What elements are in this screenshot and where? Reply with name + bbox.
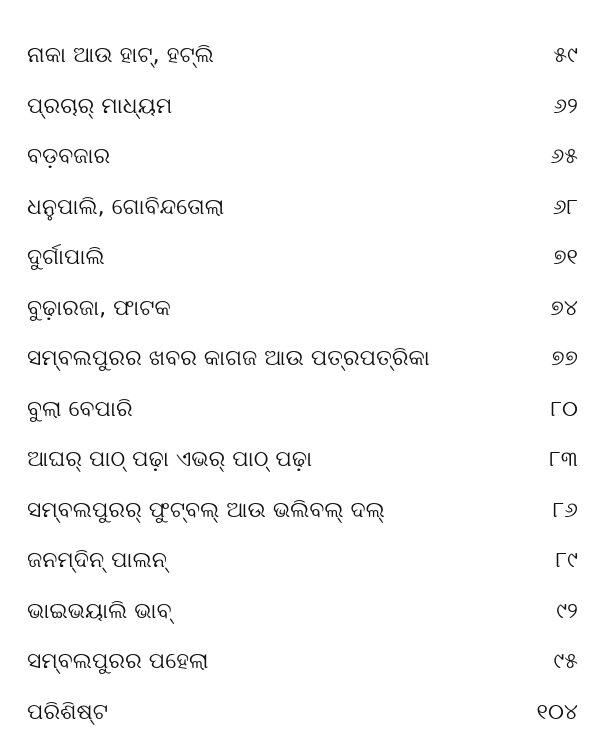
toc-entry[interactable] <box>0 536 600 586</box>
toc-entry[interactable] <box>0 82 600 132</box>
toc-entry-page-number: ୭୧ <box>553 245 578 270</box>
toc-entry-title: ଜନମ୍‌ଦିନ୍ ପାଲନ୍ <box>27 548 167 573</box>
toc-entry-page-number: ୮୦ <box>550 397 578 422</box>
toc-entry-page-number: ୫୯ <box>553 43 578 68</box>
toc-entry-page-number: ୭୭ <box>551 346 578 371</box>
toc-entry-title: ଦୁର୍ଗାପାଲି <box>27 245 105 270</box>
toc-entry-page-number: ୬୫ <box>550 144 578 169</box>
toc-entry[interactable] <box>0 334 600 384</box>
toc-entry-title: ବଡ଼ବଜାର <box>27 144 111 169</box>
toc-entry-title: ଭାଇଭୟାଲି ଭାବ୍ <box>27 599 172 624</box>
toc-entry-page-number: ୮୩ <box>549 447 578 472</box>
toc-entry[interactable] <box>0 284 600 334</box>
toc-entry-page-number: ୮୯ <box>555 548 578 573</box>
toc-entry[interactable] <box>0 435 600 485</box>
toc-entry[interactable] <box>0 385 600 435</box>
toc-entry[interactable] <box>0 233 600 283</box>
toc-entry-title: ପ୍ରଚାର୍ ମାଧ୍ୟମ <box>27 94 173 119</box>
toc-entry-title: ଆଘର୍ ପାଠ୍ ପଢ଼ା ଏଭର୍ ପାଠ୍ ପଢ଼ା <box>27 447 313 472</box>
toc-entry[interactable] <box>0 587 600 637</box>
toc-entry[interactable] <box>0 31 600 81</box>
toc-entry-title: ଧନୁପାଲି, ଗୋବିନ୍ଦତୋଲା <box>27 195 225 220</box>
toc-entry-title: ସମ୍ବଲପୁରର ଖବର କାଗଜ ଆଉ ପତ୍ରପତ୍ରିକା <box>27 346 430 371</box>
toc-entry-page-number: ୭୪ <box>550 296 578 321</box>
toc-entry-title: ବୁଢ଼ାରଜା, ଫାଟକ <box>27 296 171 321</box>
toc-entry-title: ସମ୍ବଲପୁରର୍ ଫୁଟ୍‌ବଲ୍ ଆଉ ଭଲିବଲ୍ ଦଲ୍ <box>27 498 385 523</box>
toc-entry-title: ବୁଲା ବେପାରି <box>27 397 133 422</box>
toc-entry[interactable] <box>0 183 600 233</box>
toc-entry-title: ସମ୍ବଲପୁରର ପହେଲା <box>27 649 209 674</box>
toc-entry-title: ନାକା ଆଉ ହାଟ୍, ହଟ୍‌ଲି <box>27 43 214 68</box>
toc-entry[interactable] <box>0 132 600 182</box>
toc-entry-page-number: ୮୬ <box>552 498 578 523</box>
toc-entry-page-number: ୧୦୪ <box>536 700 578 725</box>
toc-entry[interactable] <box>0 637 600 687</box>
toc-entry[interactable] <box>0 486 600 536</box>
toc-entry-page-number: ୬୮ <box>552 195 578 220</box>
toc-entry-page-number: ୬୨ <box>553 94 578 119</box>
toc-entry[interactable] <box>0 688 600 738</box>
toc-entry-page-number: ୯୨ <box>556 599 578 624</box>
toc-entry-page-number: ୯୫ <box>553 649 578 674</box>
toc-entry-title: ପରିଶିଷ୍ଟ <box>27 700 108 725</box>
